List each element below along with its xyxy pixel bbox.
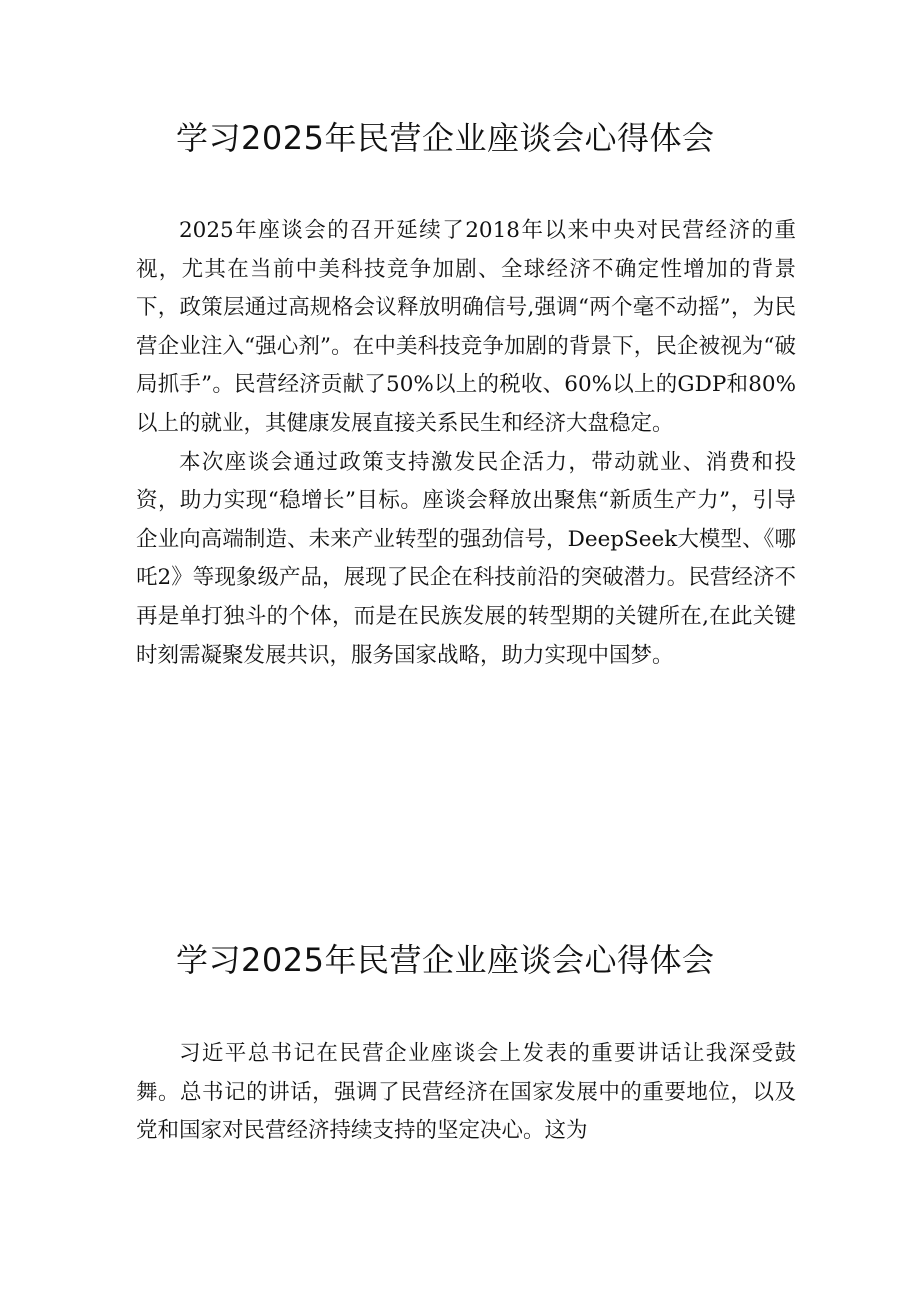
section-1-paragraph-1: 2025年座谈会的召开延续了2018年以来中央对民营经济的重视，尤其在当前中美科技竞争加剧、全球经济不确定性增加的背景下，政策层通过高规格会议释放明确信号,强调“两个毫不动摇”，为民营企业注入“强心剂”。在中美科技竞争加剧的背景下，民企被视为“破局抓手”。民营经济贡献了50%以上的税收、60%以上的GDP和80%以上的就业，其健康发展直接关系民生和经济大盘稳定。 xyxy=(136,218,796,436)
section-2-paragraph-1: 习近平总书记在民营企业座谈会上发表的重要讲话让我深受鼓舞。总书记的讲话，强调了民营经济在国家发展中的重要地位，以及党和国家对民营经济持续支持的坚定决心。这为 xyxy=(136,1041,796,1144)
section-2-title: 学习2025年民营企业座谈会心得体会 xyxy=(176,941,715,979)
section-1-body xyxy=(136,212,796,675)
section-1-paragraph-2: 本次座谈会通过政策支持激发民企活力，带动就业、消费和投资，助力实现“稳增长”目标。座谈会释放出聚焦“新质生产力”，引导企业向高端制造、未来产业转型的强劲信号，DeepSeek大模型、《哪吒2》等现象级产品，展现了民企在科技前沿的突破潜力。民营经济不再是单打独斗的个体，而是在民族发展的转型期的关键所在,在此关键时刻需凝聚发展共识，服务国家战略，助力实现中国梦。 xyxy=(136,449,796,668)
section-1-title: 学习2025年民营企业座谈会心得体会 xyxy=(176,119,715,157)
section-2-body xyxy=(136,1035,796,1151)
